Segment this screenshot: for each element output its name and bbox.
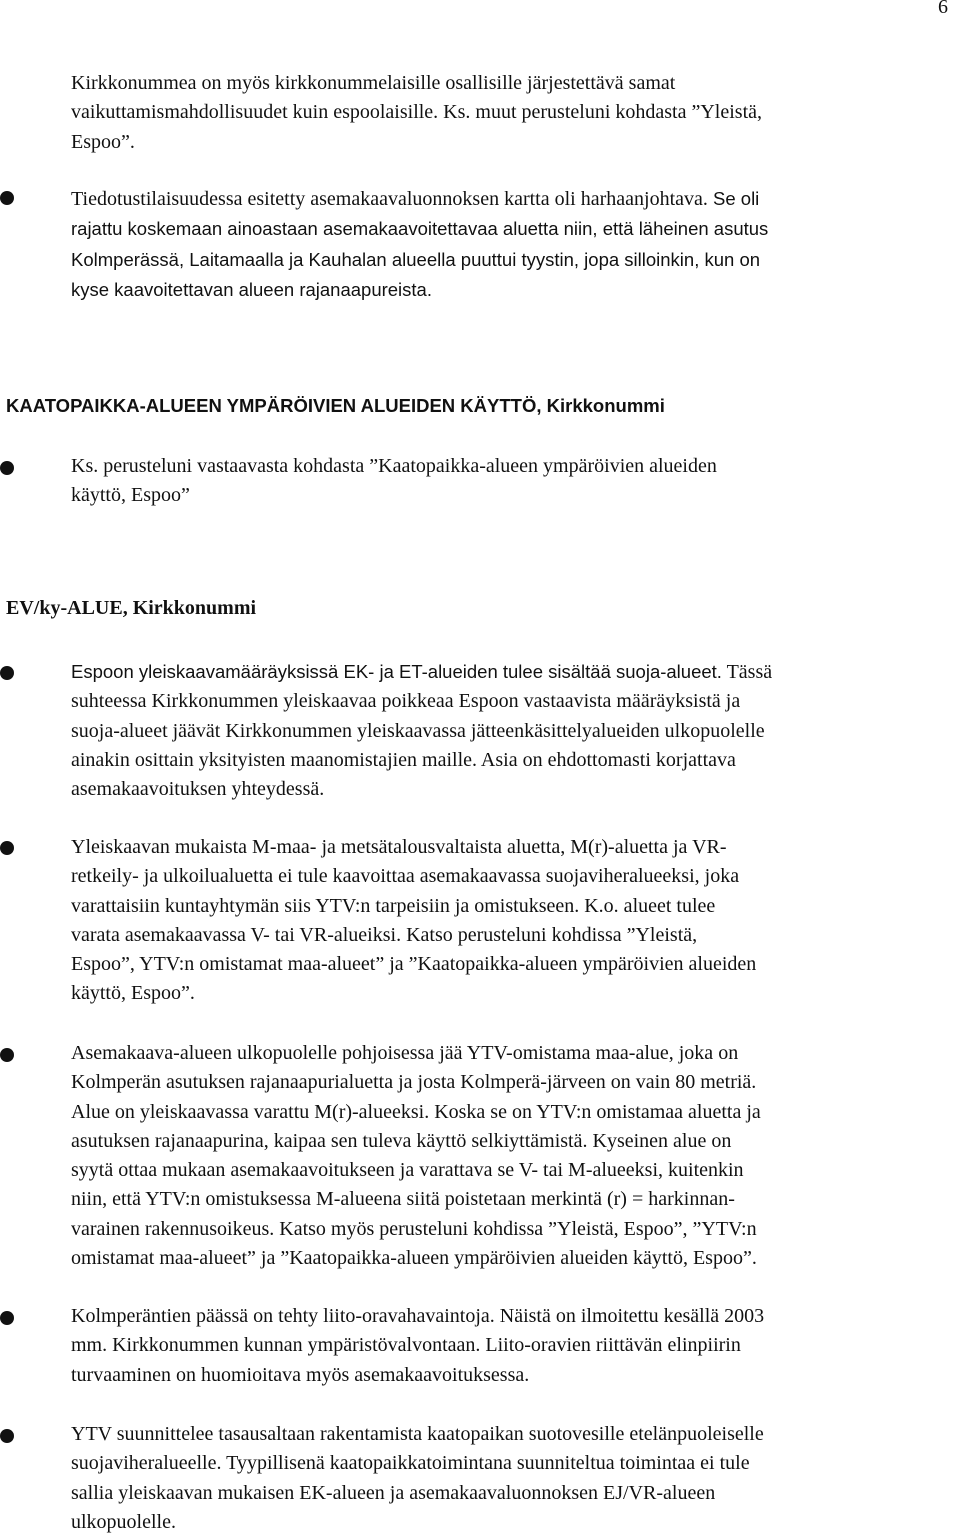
misleading-map-paragraph	[71, 184, 956, 305]
m-maa-paragraph: Yleiskaavan mukaista M-maa- ja metsätalousvaltaista aluetta, M(r)-aluetta ja VR- retkeily- ja ulkoilualuetta ei tule kaavoittaa asemakaavassa suojaviheralueeksi, joka varattaisiin kuntayhtymän siis YTV:n tarpeisiin ja omistukseen. K.o. alueet tulee varata asemakaavassa V- tai VR-alueiksi. Katso perusteluni kohdissa ”Yleistä, Espoo”, YTV:n omistamat maa-alueet” ja ”Kaatopaikka-alueen ympäröivien alueiden käyttö, Espoo”.	[71, 836, 757, 1005]
ytv-maa-alue-paragraph: Asemakaava-alueen ulkopuolelle pohjoisessa jää YTV-omistama maa-alue, joka on Kolmperän asutuksen rajanaapurialuetta ja josta Kolmperä-järveen on vain 80 metriä. Alue on yleiskaavassa varattu M(r)-alueeksi. Koska se on YTV:n omistamaa aluetta ja asutuksen rajanaapurina, kaipaa sen tuleva käyttö selkiyttämistä. Kyseinen alue on syytä ottaa mukaan asemakaavoitukseen ja varattava se V- tai M-alueeksi, kuitenkin niin, että YTV:n omistuksessa M-alueena siitä poistetaan merkintä (r) = harkinnan- varainen rakennusoikeus. Katso myös perusteluni kohdissa ”Yleistä, Espoo”, ”YTV:n omistamat maa-alueet” ja ”Kaatopaikka-alueen ympäröivien alueiden käyttö, Espoo”.	[71, 1042, 761, 1270]
suoja-alueet-lead: Espoon yleiskaavamääräyksissä EK- ja ET-alueiden tulee sisältää suoja-alueet.	[71, 661, 722, 682]
bullet-icon	[0, 1429, 14, 1443]
bullet-icon	[0, 666, 14, 680]
page-number: 6	[938, 0, 948, 18]
suoja-alueet-detail: Tässä suhteessa Kirkkonummen yleiskaavaa poikkeaa Espoon vastaavista määräyksistä ja suoja-alueet jäävät Kirkkonummen yleiskaavassa jätteenkäsittelyalueiden ulkopuolelle ainakin osittain yksityisten maanomistajien maille. Asia on ehdottomasti korjattava asemakaavoituksen yhteydessä.	[71, 661, 773, 801]
section-heading-kaatopaikka: KAATOPAIKKA-ALUEEN YMPÄRÖIVIEN ALUEIDEN KÄYTTÖ, Kirkkonummi	[6, 395, 665, 416]
misleading-map-detail: Se oli rajattu koskemaan ainoastaan asemakaavoitettavaa aluetta niin, että läheinen asutus Kolmperässä, Laitamaalla ja Kauhalan alueella puuttui tyystin, jopa silloinkin, kun on kyse kaavoitettavan alueen rajanaapureista.	[71, 188, 769, 300]
suoja-alueet-paragraph	[71, 657, 956, 804]
bullet-icon	[0, 1048, 14, 1062]
bullet-icon	[0, 191, 14, 205]
misleading-map-lead: Tiedotustilaisuudessa esitetty asemakaavaluonnoksen kartta oli harhaanjohtava.	[71, 188, 708, 210]
bullet-icon	[0, 841, 14, 855]
section-heading-evky: EV/ky-ALUE, Kirkkonummi	[6, 597, 257, 619]
bullet-icon	[0, 1311, 14, 1325]
kaatopaikka-reference-paragraph: Ks. perusteluni vastaavasta kohdasta ”Kaatopaikka-alueen ympäröivien alueiden käyttö, Espoo”	[71, 455, 717, 507]
intro-paragraph: Kirkkonummea on myös kirkkonummelaisille osallisille järjestettävä samat vaikuttamismahdollisuudet kuin espoolaisille. Ks. muut perusteluni kohdasta ”Yleistä, Espoo”.	[71, 72, 763, 153]
bullet-icon	[0, 461, 14, 475]
tasausallas-paragraph: YTV suunnittelee tasausaltaan rakentamista kaatopaikan suotovesille etelänpuoleiselle suojaviheralueelle. Tyypillisenä kaatopaikkatoimintana suunniteltua toimintaa ei tule sallia yleiskaavan mukaisen EK-alueen ja asemakaavaluonnoksen EJ/VR-alueen ulkopuolelle.	[71, 1423, 764, 1533]
liito-orava-paragraph: Kolmperäntien päässä on tehty liito-oravahavaintoja. Näistä on ilmoitettu kesällä 2003 mm. Kirkkonummen kunnan ympäristövalvontaan. Liito-oravien riittävän elinpiirin turvaaminen on huomioitava myös asemakaavoituksessa.	[71, 1305, 765, 1386]
